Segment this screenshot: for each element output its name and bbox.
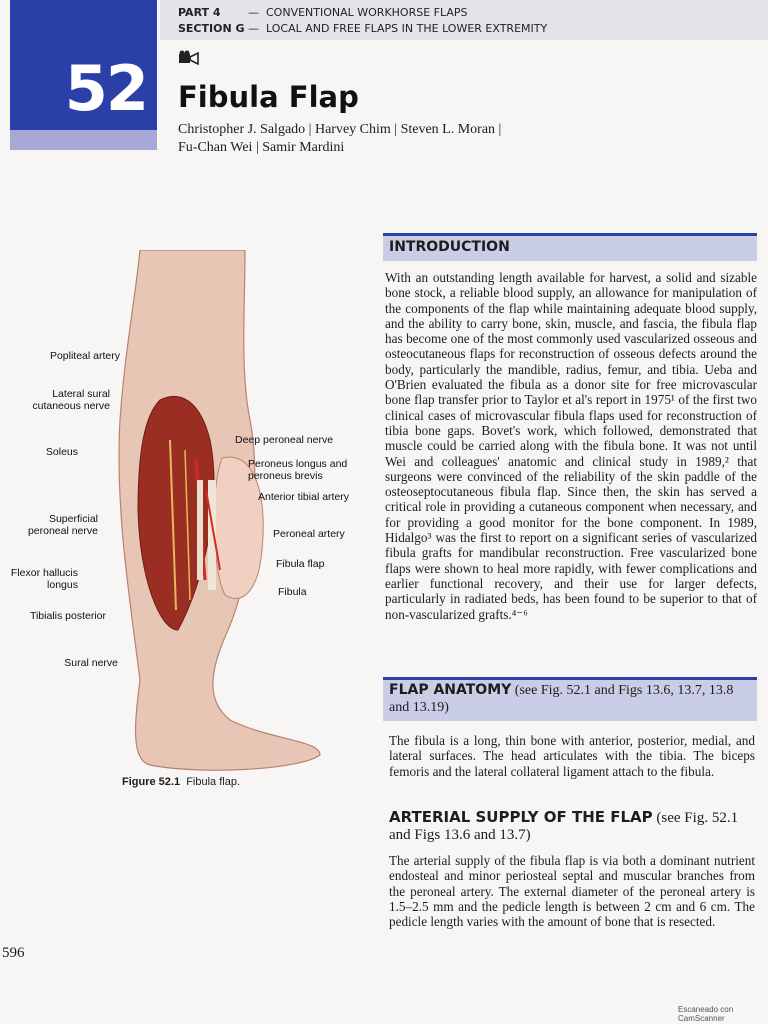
flap-anatomy-heading: FLAP ANATOMY — [389, 682, 512, 698]
authors — [178, 121, 501, 157]
label-anterior-tibial-artery: Anterior tibial artery — [258, 491, 350, 503]
chapter-number: 52 — [64, 52, 147, 125]
flap-anatomy-text: The fibula is a long, thin bone with anterior, posterior, medial, and lateral surfaces. The head articulates with the tibia. The biceps femoris and the lateral collateral ligament attach to the fibula. — [389, 733, 755, 779]
label-fibula-flap: Fibula flap — [276, 558, 325, 570]
arterial-supply-text: The arterial supply of the fibula flap is via both a dominant nutrient endosteal and minor periosteal septal and muscular branches from the peroneal artery. The external diameter of the peroneal artery is 1.5–2.5 mm and the pedicle length is between 2 cm and 6 cm. The pedicle length varies with the amount of bone that is resected. — [389, 853, 755, 930]
label-soleus: Soleus — [45, 446, 78, 458]
arterial-supply-heading-ref: (see Fig. 52.1 and Figs 13.6 and 13.7) — [389, 810, 739, 843]
label-tibialis-posterior: Tibialis posterior — [29, 610, 106, 622]
label-deep-peroneal-nerve: Deep peroneal nerve — [235, 434, 334, 446]
label-flexor-hallucis-longus: Flexor hallucis longus — [10, 567, 78, 591]
label-lateral-sural-cutaneous-nerve: Lateral sural cutaneous nerve — [32, 388, 110, 412]
label-popliteal-artery: Popliteal artery — [49, 350, 120, 362]
chapter-strip — [10, 130, 157, 150]
section-line: SECTION G — LOCAL AND FREE FLAPS IN THE LOWER EXTREMITY — [178, 22, 548, 35]
flap-anatomy-heading-box — [383, 677, 757, 721]
chapter-title: Fibula Flap — [178, 80, 359, 114]
video-camera-icon — [178, 50, 200, 71]
label-sural-nerve: Sural nerve — [64, 657, 118, 669]
label-fibula: Fibula — [278, 586, 307, 598]
authors-line: Christopher J. Salgado | Harvey Chim | Steven L. Moran | — [178, 122, 502, 137]
part-line: PART 4 — CONVENTIONAL WORKHORSE FLAPS — [178, 6, 468, 19]
flap-anatomy-heading-ref: (see Fig. 52.1 and Figs 13.6, 13.7, 13.8 and 13.19) — [389, 683, 734, 715]
introduction-heading: INTRODUCTION — [389, 239, 510, 255]
label-superficial-peroneal-nerve: Superficial peroneal nerve — [27, 513, 98, 537]
introduction-heading-box — [383, 233, 757, 261]
arterial-supply-heading-block — [389, 808, 755, 844]
figure-caption: Figure 52.1 Fibula flap. — [122, 776, 241, 788]
label-peroneus-longus-brevis: Peroneus longus and peroneus brevis — [248, 458, 348, 482]
arterial-supply-heading: ARTERIAL SUPPLY OF THE FLAP — [389, 808, 653, 826]
authors-line: Fu-Chan Wei | Samir Mardini — [178, 140, 345, 155]
label-peroneal-artery: Peroneal artery — [273, 528, 345, 540]
introduction-text: With an outstanding length available for harvest, a solid and sizable bone stock, a reliable blood supply, an allowance for manipulation of the components of the flap while maintaining adequate blood supply, and the ability to carry bone, skin, muscle, and fascia, the fibula flap has become one of the most commonly used vascularized osseous and osteocutaneous flaps for reconstruction of osseous defects around the body, particularly the mandible, radius, femur, and tibia. Ueba and O'Brien evaluated the fibula as a donor site for free microvascular bone flap transfer prior to Taylor et al's report in 1975¹ of the first two clinical cases of microvascular fibula flaps used for reconstruction of tibia bone gaps. Bovet's work, which followed, demonstrated that muscle could be carried along with the fibula bone. It was not until Wei and colleagues' anatomic and clinical study in 1989,² that surgeons were convinced of the reliability of the skin paddle of the osteoseptocutaneous fibula flap. Since then, the skin has served a critical role in providing a cutaneous component when necessary, and for providing a good monitor for the bone component. In 1989, Hidalgo³ was the first to report on a significant series of vascularized fibula grafts for mandibular reconstruction. Free vascularized bone flaps were shown to heal more rapidly, with fewer complications and earlier functional recovery, and their use for larger defects, particularly in radiated beds, has been found to be superior to that of non-vascularized grafts.⁴⁻⁶ — [385, 270, 757, 622]
page-number: 596 — [2, 945, 25, 961]
scanner-watermark: Escaneado con CamScanner — [678, 1005, 734, 1023]
figure-52-1 — [0, 250, 380, 790]
